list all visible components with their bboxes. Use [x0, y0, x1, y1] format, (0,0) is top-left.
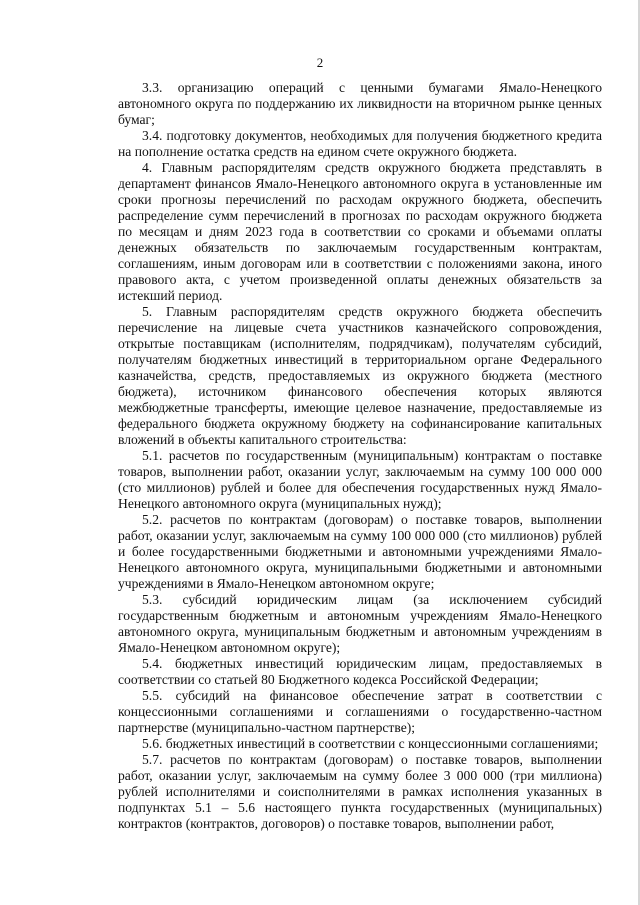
document-body	[118, 80, 602, 832]
paragraph-5-7: 5.7. расчетов по контрактам (договорам) о поставке товаров, выполнении работ, оказании услуг, заключаемым на сумму более 3 000 000 (три миллиона) рублей исполнителями и соисполнителями в рамках исполнения указанных в подпунктах 5.1 – 5.6 настоящего пункта государственных (муниципальных) контрактов (контрактов, договоров) о поставке товаров, выполнении работ,	[118, 752, 602, 831]
paragraph-5-6: 5.6. бюджетных инвестиций в соответствии с концессионными соглашениями;	[142, 736, 599, 751]
paragraph-5-4: 5.4. бюджетных инвестиций юридическим лицам, предоставляемых в соответствии со статьей 80 Бюджетного кодекса Российской Федерации;	[118, 656, 602, 687]
paragraph-5: 5. Главным распорядителям средств окружного бюджета обеспечить перечисление на лицевые счета участников казначейского сопровождения, открытые поставщикам (исполнителям, подрядчикам), получателям субсидий, получателям бюджетных инвестиций в территориальном органе Федерального казначейства, средств, предоставляемых из окружного бюджета (местного бюджета), источником финансового обеспечения которых являются межбюджетные трансферты, имеющие целевое назначение, предоставляемые из федерального бюджета окружному бюджету на софинансирование капитальных вложений в объекты капитального строительства:	[118, 304, 602, 447]
paragraph-5-5: 5.5. субсидий на финансовое обеспечение затрат в соответствии с концессионными соглашениями и соглашениями о государственно-частном партнерстве (муниципально-частном партнерстве);	[118, 688, 602, 735]
paragraph-5-1: 5.1. расчетов по государственным (муниципальным) контрактам о поставке товаров, выполнении работ, оказании услуг, заключаемым на сумму 100 000 000 (сто миллионов) рублей и более для обеспечения государственных нужд Ямало-Ненецкого автономного округа (муниципальных нужд);	[118, 448, 602, 511]
paragraph-4: 4. Главным распорядителям средств окружного бюджета представлять в департамент финансов Ямало-Ненецкого автономного округа в установленные им сроки прогнозы перечислений по расходам окружного бюджета, обеспечить распределение сумм перечислений в прогнозах по расходам окружного бюджета по месяцам и дням 2023 года в соответствии со сроками и объемами оплаты денежных обязательств по заключаемым государственным контрактам, соглашениям, иным договорам или в соответствии с положениями закона, иного правового акта, с учетом произведенной оплаты денежных обязательств за истекший период.	[118, 160, 602, 303]
paragraph-5-2: 5.2. расчетов по контрактам (договорам) о поставке товаров, выполнении работ, оказании услуг, заключаемым на сумму 100 000 000 (сто миллионов) рублей и более государственными бюджетными и автономными учреждениями Ямало-Ненецкого автономного округа, муниципальными бюджетными и автономными учреждениями в Ямало-Ненецком автономном округе;	[118, 512, 602, 591]
paragraph-5-3: 5.3. субсидий юридическим лицам (за исключением субсидий государственным бюджетным и автономным учреждениям Ямало-Ненецкого автономного округа, муниципальным бюджетным и автономным учреждениям в Ямало-Ненецком автономном округе);	[118, 592, 602, 655]
page-number: 2	[316, 55, 324, 70]
paragraph-3-4: 3.4. подготовку документов, необходимых для получения бюджетного кредита на пополнение остатка средств на едином счете окружного бюджета.	[118, 128, 602, 159]
paragraph-3-3: 3.3. организацию операций с ценными бумагами Ямало-Ненецкого автономного округа по поддержанию их ликвидности на вторичном рынке ценных бумаг;	[118, 80, 602, 127]
